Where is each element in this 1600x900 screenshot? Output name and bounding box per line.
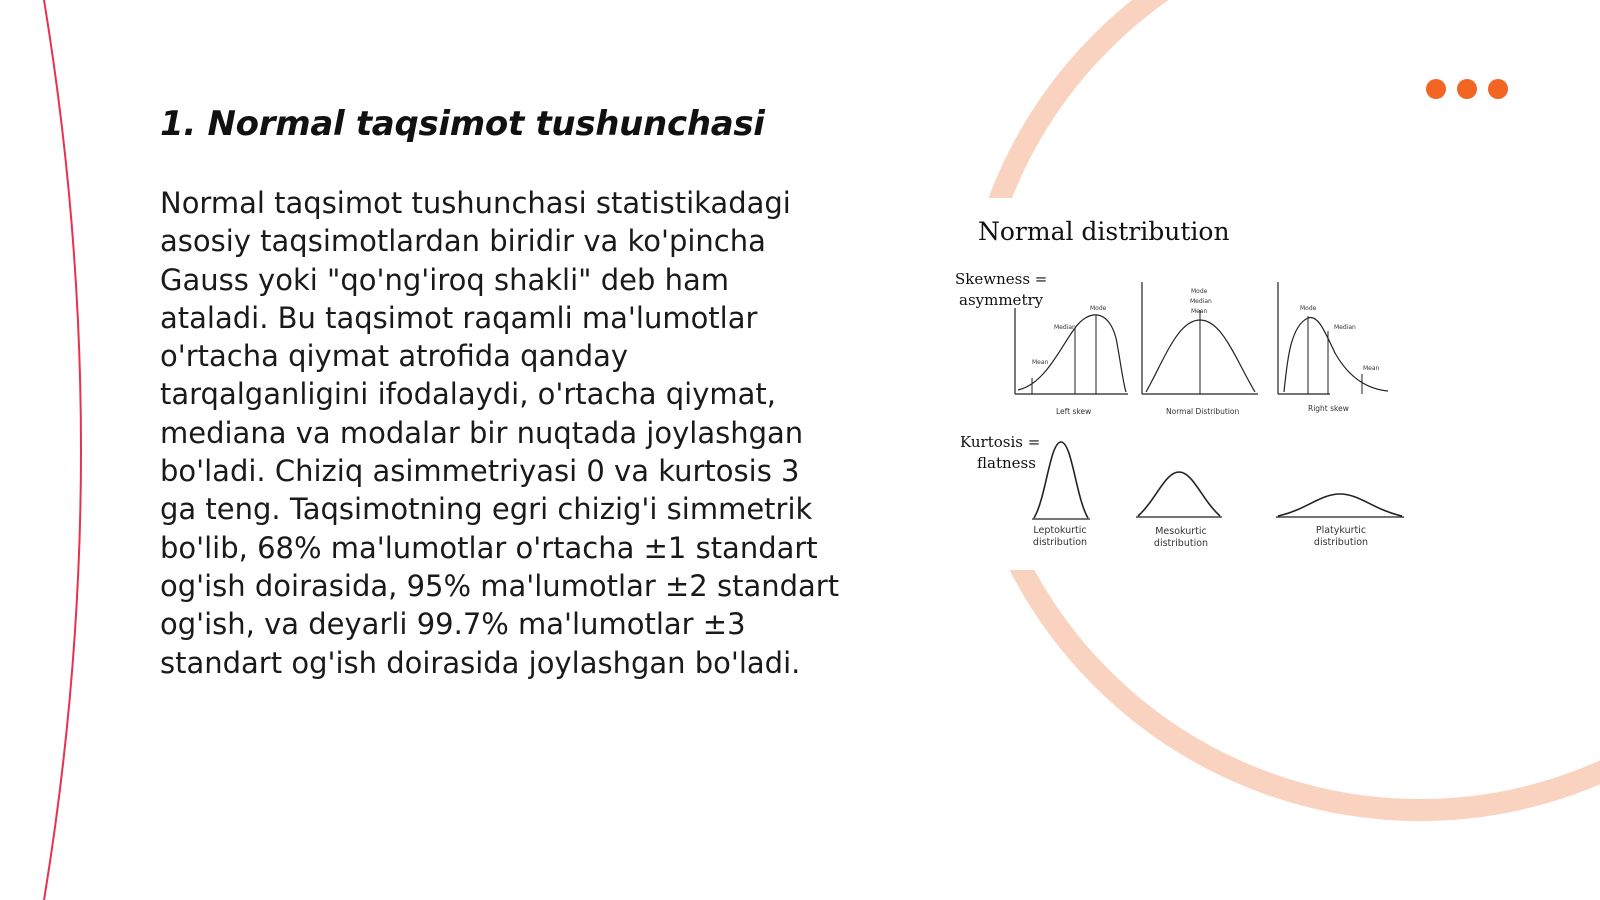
left-skew-caption: Left skew: [1056, 407, 1092, 416]
dots-menu: [1426, 79, 1508, 99]
mesokurtic-chart: [1136, 472, 1222, 549]
dot-icon: [1488, 79, 1508, 99]
left-curve-line: [44, 0, 81, 900]
right-skew-mode: Mode: [1300, 305, 1317, 312]
right-skew-caption: Right skew: [1308, 404, 1349, 413]
dot-icon: [1426, 79, 1446, 99]
normal-mean: Mean: [1191, 308, 1208, 315]
slide-body-text: Normal taqsimot tushunchasi statistikadagi asosiy taqsimotlardan biridir va ko'pincha Gauss yoki "qo'ng'iroq shakli" deb ham ataladi. Bu taqsimot raqamli ma'lumotlar o'rtacha qiymat atrofida qanday tarqalganligini ifodalaydi, o'rtacha qiymat, mediana va modalar bir nuqtada joylashgan bo'ladi. Chiziq asimmetriyasi 0 va kurtosis 3 ga teng. Taqsimotning egri chizig'i simmetrik bo'lib, 68% ma'lumotlar o'rtacha ±1 standart og'ish doirasida, 95% ma'lumotlar ±2 standart og'ish, va deyarli 99.7% ma'lumotlar ±3 standart og'ish doirasida joylashgan bo'ladi.: [160, 186, 840, 680]
skewness-label: Skewness =: [955, 270, 1048, 288]
slide-title: 1. Normal taqsimot tushunchasi: [160, 104, 765, 144]
platykurtic-curve: [1278, 494, 1402, 516]
mesokurtic-label: Mesokurtic: [1155, 526, 1207, 537]
left-skew-median: Median: [1054, 324, 1076, 331]
mesokurtic-curve: [1138, 472, 1220, 516]
normal-median: Median: [1190, 298, 1212, 305]
left-skew-mode: Mode: [1090, 305, 1107, 312]
leptokurtic-label-2: distribution: [1032, 537, 1088, 548]
platykurtic-chart: [1276, 494, 1404, 548]
figure-svg: [950, 198, 1420, 570]
figure-title: Normal distribution: [978, 217, 1230, 246]
kurtosis-label: Kurtosis =: [960, 433, 1041, 451]
mesokurtic-label-2: distribution: [1153, 538, 1209, 549]
normal-caption: Normal Distribution: [1166, 407, 1240, 416]
dot-icon: [1457, 79, 1477, 99]
right-skew-mean: Mean: [1363, 365, 1380, 372]
right-skew-chart: [1278, 282, 1388, 413]
asymmetry-label: asymmetry: [959, 291, 1044, 309]
flatness-label: flatness: [977, 454, 1036, 472]
platykurtic-label-2: distribution: [1313, 537, 1369, 548]
normal-chart: [1142, 282, 1258, 416]
platykurtic-label: Platykurtic: [1315, 525, 1367, 536]
left-skew-chart: [1015, 305, 1128, 416]
leptokurtic-label: Leptokurtic: [1033, 525, 1087, 536]
right-skew-median: Median: [1334, 324, 1356, 331]
leptokurtic-curve: [1034, 442, 1088, 518]
leptokurtic-chart: [1032, 442, 1090, 548]
left-skew-mean: Mean: [1032, 359, 1049, 366]
normal-mode: Mode: [1191, 288, 1208, 295]
normal-distribution-figure: [950, 198, 1420, 570]
